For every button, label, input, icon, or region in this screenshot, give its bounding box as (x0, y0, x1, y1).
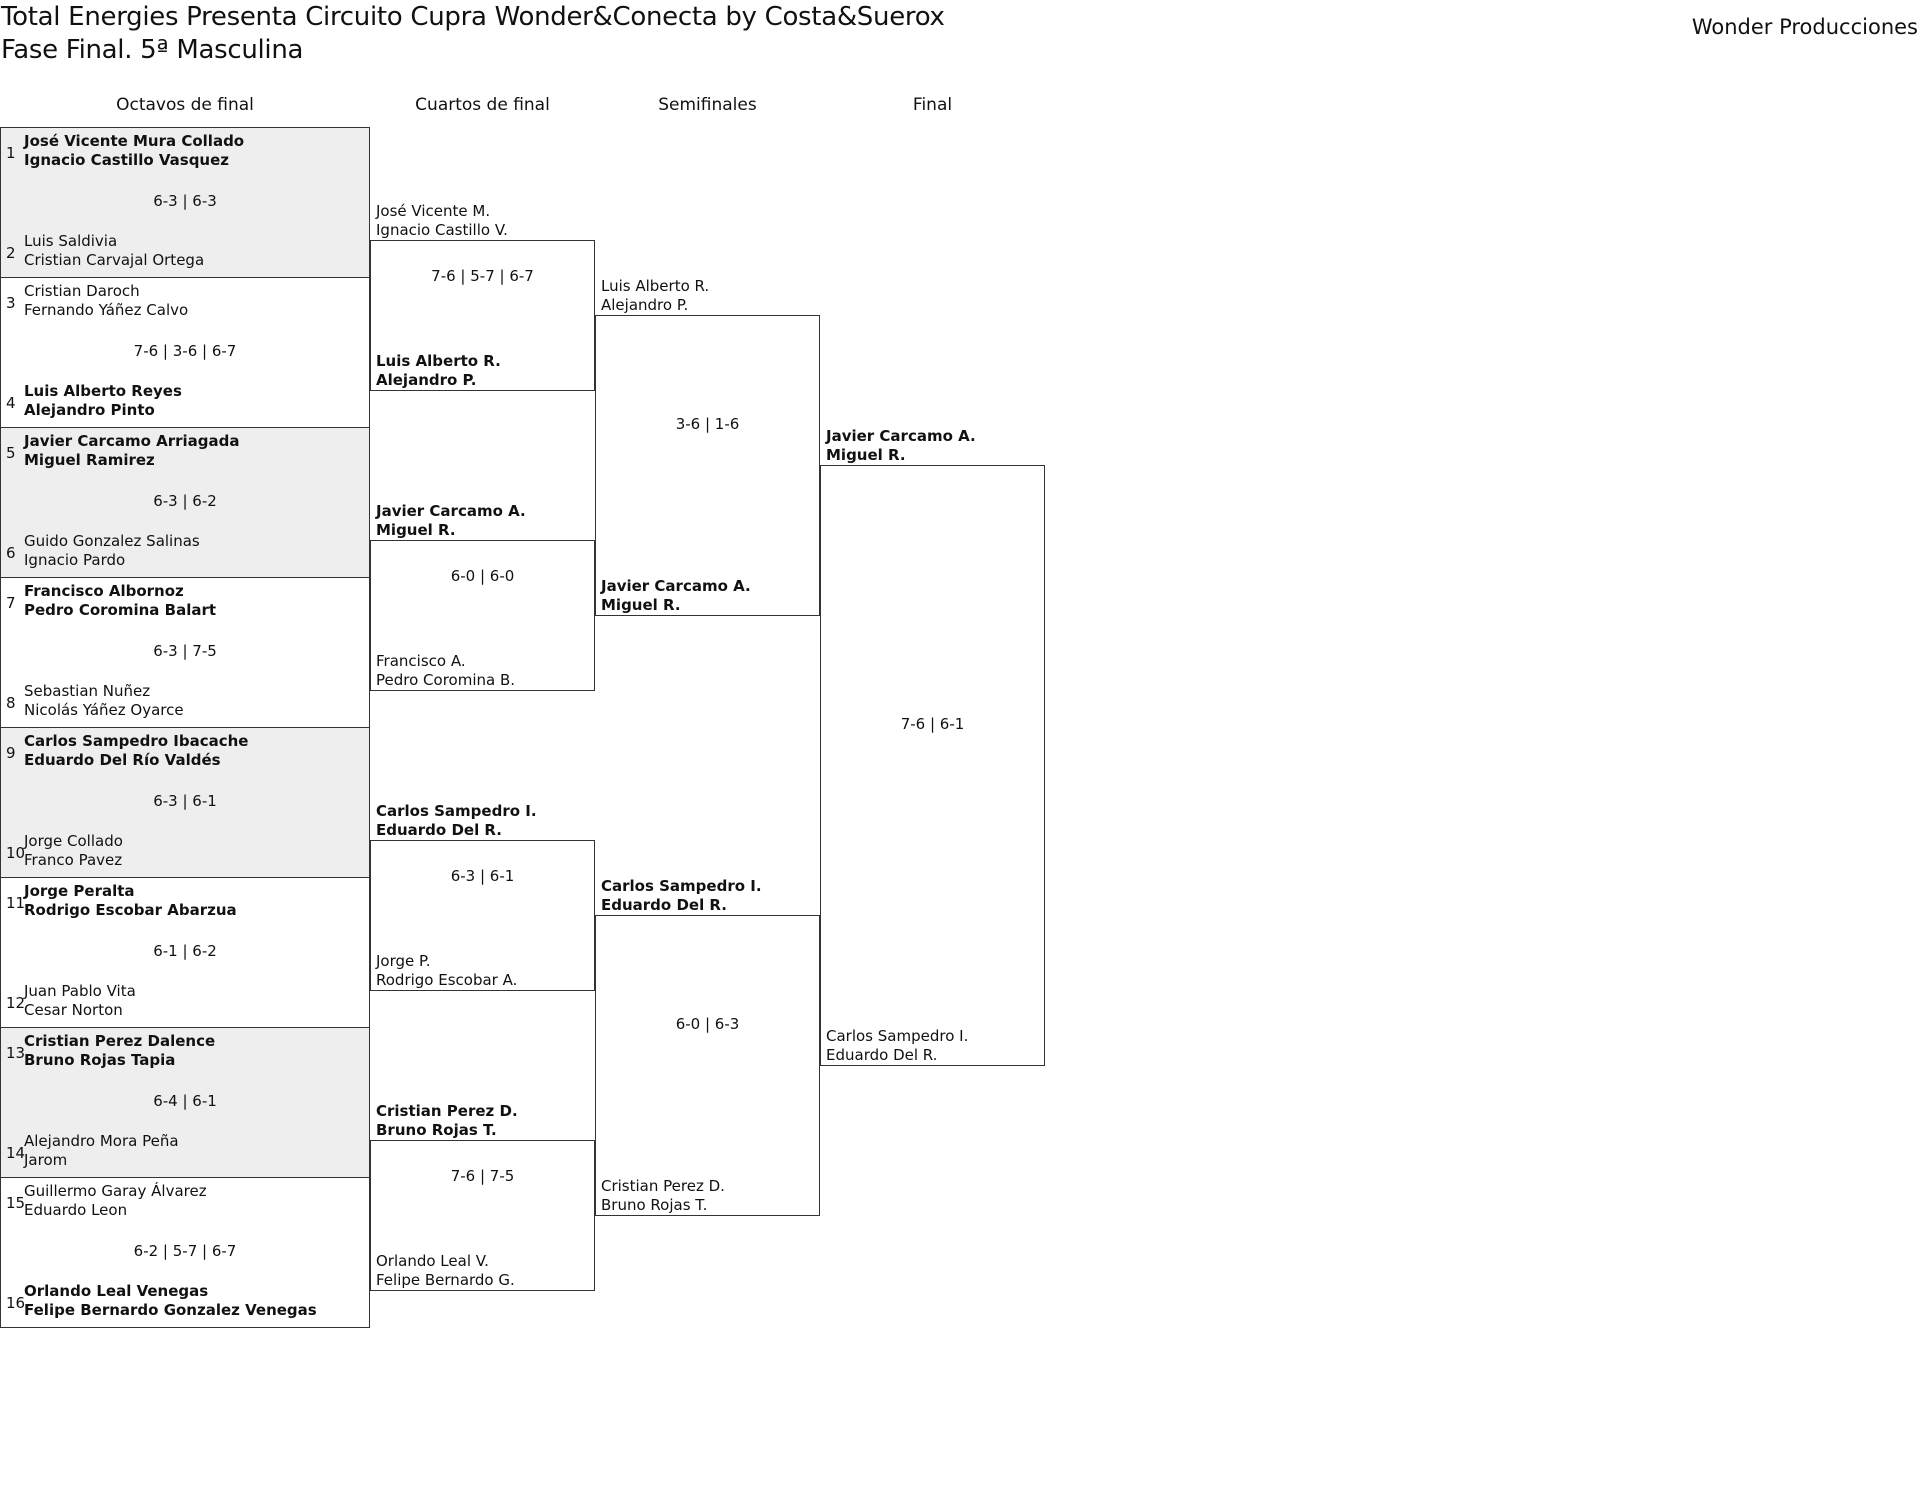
organizer-name: Wonder Producciones (1691, 15, 1918, 39)
player-name: Jorge Collado (24, 832, 123, 850)
player-name: Felipe Bernardo Gonzalez Venegas (24, 1301, 317, 1319)
team-pair (24, 682, 184, 720)
seed-number: 7 (6, 594, 16, 612)
seed-number: 12 (6, 994, 26, 1012)
player-name: Javier Carcamo A. (826, 427, 976, 445)
player-name: Carlos Sampedro I. (376, 802, 537, 820)
player-name: Cristian Daroch (24, 282, 140, 300)
team-pair (601, 1177, 725, 1215)
seed-number: 15 (6, 1194, 26, 1212)
player-name: Alejandro Pinto (24, 401, 155, 419)
seed-number: 8 (6, 694, 16, 712)
team-pair (24, 832, 123, 870)
team-pair (376, 352, 501, 390)
seed-number: 13 (6, 1044, 26, 1062)
team-pair (376, 802, 537, 840)
page-title: Total Energies Presenta Circuito Cupra Wonder&Conecta by Costa&Suerox (1, 2, 945, 32)
player-name: José Vicente M. (376, 202, 491, 220)
round-header-octavos: Octavos de final (116, 95, 254, 115)
team-pair (376, 1252, 515, 1290)
team-pair (826, 1027, 968, 1065)
team-pair (24, 1132, 179, 1170)
player-name: Nicolás Yáñez Oyarce (24, 701, 184, 719)
match-score: 3-6 | 1-6 (675, 415, 740, 433)
player-name: Eduardo Del R. (376, 821, 502, 839)
match-score: 6-4 | 6-1 (153, 1092, 217, 1110)
player-name: Jarom (24, 1151, 68, 1169)
match-score: 6-2 | 5-7 | 6-7 (133, 1242, 237, 1260)
seed-number: 14 (6, 1144, 26, 1162)
player-name: Alejandro Mora Peña (24, 1132, 179, 1150)
team-pair (24, 232, 204, 270)
match-score: 6-3 | 6-3 (153, 192, 217, 210)
match-score: 6-3 | 6-1 (450, 866, 515, 885)
player-name: Javier Carcamo A. (601, 577, 751, 595)
player-name: Ignacio Castillo Vasquez (24, 151, 230, 169)
player-name: Juan Pablo Vita (24, 982, 136, 1000)
player-name: José Vicente Mura Collado (24, 132, 245, 150)
team-pair (376, 502, 526, 540)
player-name: Orlando Leal V. (376, 1252, 489, 1270)
player-name: Luis Alberto R. (601, 277, 710, 295)
team-pair (24, 1182, 207, 1220)
match-score: 6-1 | 6-2 (153, 942, 217, 960)
seed-number: 11 (6, 894, 26, 912)
player-name: Eduardo Del Río Valdés (24, 751, 221, 769)
round-header-cuartos: Cuartos de final (415, 95, 550, 115)
player-name: Ignacio Castillo V. (376, 221, 508, 239)
player-name: Carlos Sampedro I. (601, 877, 762, 895)
seed-number: 10 (6, 844, 26, 862)
player-name: Luis Alberto R. (376, 352, 501, 370)
match-box (595, 315, 820, 616)
seed-number: 1 (6, 144, 16, 162)
team-pair (24, 1282, 317, 1320)
team-pair (24, 282, 188, 320)
match-score: 6-0 | 6-0 (450, 566, 515, 585)
player-name: Rodrigo Escobar Abarzua (24, 901, 237, 919)
player-name: Cristian Perez Dalence (24, 1032, 216, 1050)
page-subtitle: Fase Final. 5ª Masculina (1, 35, 304, 65)
player-name: Cristian Carvajal Ortega (24, 251, 205, 269)
seed-number: 6 (6, 544, 16, 562)
team-pair (601, 577, 751, 615)
match-score: 7-6 | 6-1 (900, 715, 965, 733)
match-score: 6-3 | 6-2 (153, 492, 217, 510)
player-name: Guido Gonzalez Salinas (24, 532, 200, 550)
team-pair (24, 982, 136, 1020)
team-pair (24, 732, 248, 770)
player-name: Miguel R. (601, 596, 681, 614)
player-name: Ignacio Pardo (24, 551, 126, 569)
round-header-semis: Semifinales (658, 95, 757, 115)
player-name: Cristian Perez D. (601, 1177, 725, 1195)
player-name: Luis Alberto Reyes (24, 382, 182, 400)
team-pair (24, 1032, 215, 1070)
player-name: Jorge Peralta (24, 882, 135, 900)
seed-number: 5 (6, 444, 16, 462)
player-name: Francisco Albornoz (24, 582, 184, 600)
match-score: 7-6 | 7-5 (450, 1166, 515, 1185)
player-name: Carlos Sampedro Ibacache (24, 732, 249, 750)
seed-number: 9 (6, 744, 16, 762)
player-name: Guillermo Garay Álvarez (24, 1182, 207, 1200)
player-name: Alejandro P. (376, 371, 477, 389)
match-box (595, 915, 820, 1216)
player-name: Francisco A. (376, 652, 466, 670)
player-name: Eduardo Leon (24, 1201, 128, 1219)
player-name: Luis Saldivia (24, 232, 118, 250)
seed-number: 2 (6, 244, 16, 262)
team-pair (24, 532, 200, 570)
round-header-final: Final (912, 95, 953, 115)
player-name: Javier Carcamo A. (376, 502, 526, 520)
player-name: Carlos Sampedro I. (826, 1027, 969, 1045)
match-score: 7-6 | 5-7 | 6-7 (431, 266, 534, 285)
match-score: 6-3 | 6-1 (153, 792, 217, 810)
match-box (820, 465, 1045, 1066)
player-name: Eduardo Del R. (826, 1046, 938, 1064)
player-name: Felipe Bernardo G. (376, 1271, 515, 1289)
team-pair (376, 652, 515, 690)
player-name: Pedro Coromina Balart (24, 601, 217, 619)
seed-number: 16 (6, 1294, 26, 1312)
player-name: Fernando Yáñez Calvo (24, 301, 189, 319)
seed-number: 4 (6, 394, 16, 412)
player-name: Bruno Rojas T. (376, 1121, 497, 1139)
player-name: Cristian Perez D. (376, 1102, 518, 1120)
player-name: Javier Carcamo Arriagada (24, 432, 240, 450)
player-name: Jorge P. (376, 952, 431, 970)
player-name: Miguel R. (826, 446, 906, 464)
match-score: 6-0 | 6-3 (675, 1015, 740, 1033)
player-name: Eduardo Del R. (601, 896, 727, 914)
seed-number: 3 (6, 294, 16, 312)
team-pair (24, 882, 237, 920)
match-score: 7-6 | 3-6 | 6-7 (133, 342, 237, 360)
player-name: Orlando Leal Venegas (24, 1282, 209, 1300)
team-pair (24, 382, 182, 420)
team-pair (376, 952, 517, 990)
player-name: Rodrigo Escobar A. (376, 971, 518, 989)
team-pair (826, 427, 976, 465)
player-name: Alejandro P. (601, 296, 689, 314)
team-pair (24, 432, 240, 470)
team-pair (601, 277, 709, 315)
team-pair (376, 202, 508, 240)
match-score: 6-3 | 7-5 (153, 642, 217, 660)
player-name: Cesar Norton (24, 1001, 123, 1019)
player-name: Bruno Rojas T. (601, 1196, 708, 1214)
player-name: Franco Pavez (24, 851, 123, 869)
player-name: Bruno Rojas Tapia (24, 1051, 176, 1069)
team-pair (24, 582, 216, 620)
player-name: Miguel Ramirez (24, 451, 155, 469)
team-pair (24, 132, 244, 170)
team-pair (601, 877, 762, 915)
team-pair (376, 1102, 518, 1140)
player-name: Miguel R. (376, 521, 456, 539)
player-name: Sebastian Nuñez (24, 682, 151, 700)
player-name: Pedro Coromina B. (376, 671, 516, 689)
